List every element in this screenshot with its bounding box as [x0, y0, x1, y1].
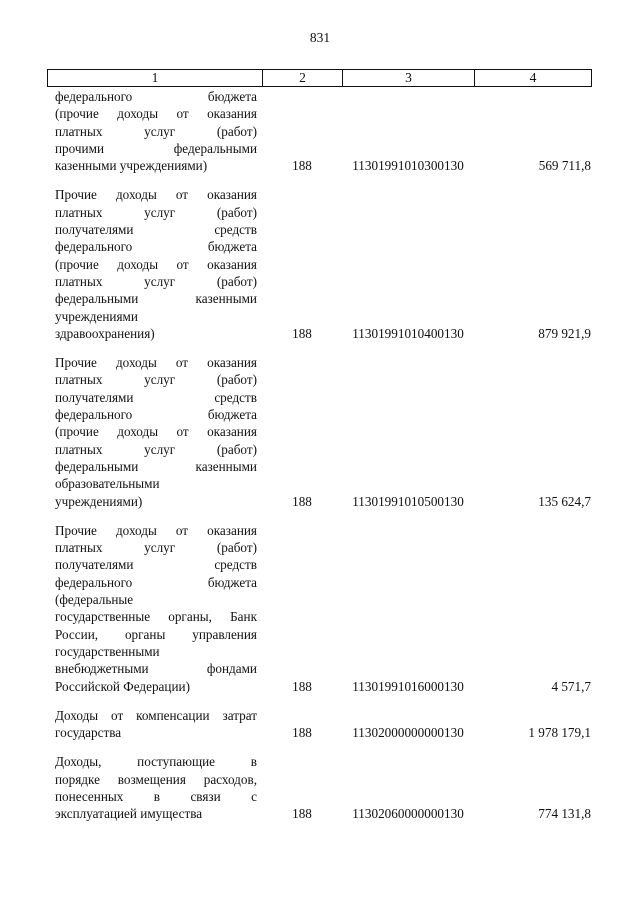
description-line: Прочие доходы от оказания: [55, 522, 257, 538]
row-admin-code: 188: [292, 158, 312, 174]
description-line: платных услуг (работ): [55, 441, 257, 457]
description-line: государственные органы, Банк: [55, 609, 257, 625]
description-line: платных услуг (работ): [55, 273, 257, 289]
description-line: (прочие доходы от оказания: [55, 106, 257, 122]
table-row: [0, 354, 640, 510]
description-line: образовательными: [55, 476, 160, 492]
description-line: федеральными казенными: [55, 291, 257, 307]
row-description: [55, 522, 257, 695]
description-line: Прочие доходы от оказания: [55, 187, 257, 203]
description-line: платных услуг (работ): [55, 204, 257, 220]
description-line: Доходы, поступающие в: [55, 754, 257, 770]
row-admin-code: 188: [292, 725, 312, 741]
description-line: получателями средств: [55, 557, 257, 573]
row-budget-code: 11301991010500130: [352, 493, 464, 509]
description-line: здравоохранения): [55, 325, 155, 341]
description-line: прочими федеральными: [55, 140, 257, 156]
row-amount: 569 711,8: [538, 158, 591, 174]
description-line: государственными: [55, 643, 160, 659]
row-description: [55, 88, 257, 174]
description-line: федерального бюджета: [55, 407, 257, 423]
description-line: платных услуг (работ): [55, 123, 257, 139]
description-line: (прочие доходы от оказания: [55, 424, 257, 440]
table-row: [0, 707, 640, 742]
description-line: (прочие доходы от оказания: [55, 256, 257, 272]
page-number: 831: [309, 30, 331, 45]
row-admin-code: 188: [292, 325, 312, 341]
header-col-1: 1: [48, 70, 263, 87]
row-budget-code: 11301991010400130: [352, 325, 464, 341]
description-line: государства: [55, 725, 122, 741]
description-line: федеральными казенными: [55, 458, 257, 474]
table-body: [0, 88, 640, 835]
table-row: [0, 186, 640, 342]
table-row: [0, 753, 640, 822]
row-admin-code: 188: [292, 806, 312, 822]
description-line: (федеральные: [55, 592, 134, 608]
row-budget-code: 11301991010300130: [352, 158, 464, 174]
description-line: эксплуатацией имущества: [55, 806, 203, 822]
description-line: понесенных в связи с: [55, 788, 257, 804]
row-description: [55, 354, 257, 510]
description-line: платных услуг (работ): [55, 540, 257, 556]
description-line: федерального бюджета: [55, 89, 257, 104]
row-amount: 4 571,7: [551, 678, 591, 694]
row-description: [55, 753, 257, 822]
description-line: Доходы от компенсации затрат: [55, 707, 257, 723]
row-budget-code: 11301991016000130: [352, 678, 464, 694]
row-admin-code: 188: [292, 493, 312, 509]
header-col-2: 2: [263, 70, 343, 87]
description-line: порядке возмещения расходов,: [55, 771, 257, 787]
row-amount: 135 624,7: [538, 493, 591, 509]
description-line: казенными учреждениями): [55, 158, 208, 174]
header-col-3: 3: [343, 70, 475, 87]
row-admin-code: 188: [292, 678, 312, 694]
description-line: России, органы управления: [55, 626, 257, 642]
row-budget-code: 11302060000000130: [352, 806, 464, 822]
description-line: получателями средств: [55, 222, 257, 238]
row-description: [55, 707, 257, 742]
description-line: федерального бюджета: [55, 574, 257, 590]
description-line: учреждениями): [55, 493, 143, 509]
row-amount: 1 978 179,1: [528, 725, 591, 741]
description-line: Прочие доходы от оказания: [55, 355, 257, 371]
table-header: [47, 69, 592, 87]
description-line: учреждениями: [55, 308, 138, 324]
row-budget-code: 11302000000000130: [352, 725, 464, 741]
row-description: [55, 186, 257, 342]
table-row: [0, 522, 640, 695]
row-amount: 774 131,8: [538, 806, 591, 822]
description-line: федерального бюджета: [55, 239, 257, 255]
description-line: платных услуг (работ): [55, 372, 257, 388]
table-row: [0, 88, 640, 174]
description-line: получателями средств: [55, 389, 257, 405]
row-amount: 879 921,9: [538, 325, 591, 341]
header-col-4: 4: [475, 70, 592, 87]
description-line: внебюджетными фондами: [55, 661, 257, 677]
description-line: Российской Федерации): [55, 678, 190, 694]
